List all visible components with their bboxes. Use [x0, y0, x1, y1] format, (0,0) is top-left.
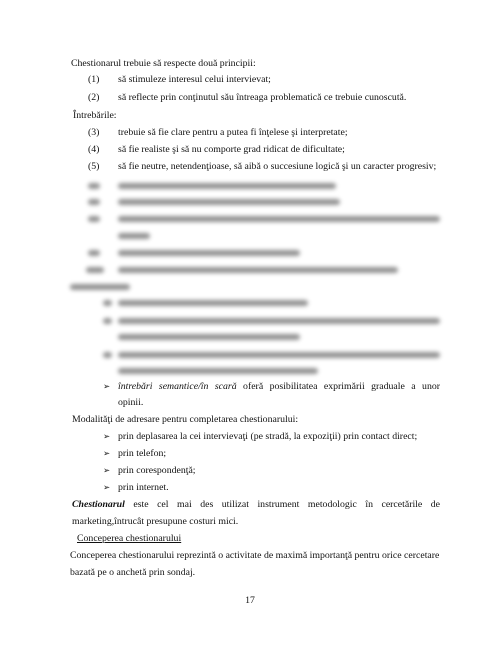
section-title: Conceperea chestionarului — [77, 533, 182, 544]
list-label: (2) — [88, 92, 100, 103]
blurred-line — [118, 250, 300, 256]
blurred-bullet — [103, 352, 112, 358]
blurred-bullet — [103, 318, 112, 324]
list-item-text: să stimuleze interesul celui intervievat; — [118, 74, 271, 85]
list-item-text: să fie realiste şi să nu comporte grad ridicat de dificultate; — [118, 144, 345, 155]
list-label: (5) — [88, 161, 100, 172]
bullet-icon: ➢ — [103, 382, 111, 392]
blurred-label — [86, 267, 104, 273]
list-label: (4) — [88, 144, 100, 155]
blurred-line — [118, 216, 440, 222]
blurred-label — [88, 183, 100, 189]
list-item-text: să fie neutre, netendenţioase, să aibă o succesiune logică şi un caracter progresiv; — [118, 161, 437, 172]
paragraph-rest: este cel mai des utilizat instrument metodologic în cercetările de — [133, 499, 440, 510]
page-number: 17 — [245, 595, 255, 606]
list-item-text: trebuie să fie clare pentru a putea fi înţelese şi interpretate; — [118, 127, 348, 138]
blurred-line — [118, 199, 340, 205]
term-italic: întrebări semantice/în scară — [118, 381, 237, 392]
blurred-bullet — [103, 300, 112, 306]
paragraph-line — [72, 497, 440, 513]
list-item-rest: oferă posibilitatea exprimării graduale a unor — [243, 381, 440, 392]
blurred-line — [118, 183, 336, 189]
bullet-icon: ➢ — [103, 483, 111, 493]
blurred-line — [118, 233, 150, 239]
principles-intro: Chestionarul trebuie să respecte două principii: — [71, 58, 256, 69]
blurred-line — [118, 300, 308, 306]
list-item-text: să reflecte prin conţinutul său întreaga problematică ce trebuie cunoscută. — [118, 92, 407, 103]
list-item-text: prin internet. — [118, 482, 169, 493]
section-paragraph-line: bazată pe o anchetă prin sondaj. — [70, 567, 196, 578]
bullet-icon: ➢ — [103, 466, 111, 476]
term-bold-italic: Chestionarul — [72, 499, 125, 510]
bullet-icon: ➢ — [103, 432, 111, 442]
blurred-line — [118, 334, 300, 340]
blurred-line — [118, 368, 318, 374]
list-item-text: prin corespondenţă; — [118, 465, 196, 476]
blurred-label — [88, 250, 100, 256]
blurred-line — [118, 352, 440, 358]
bullet-icon: ➢ — [103, 449, 111, 459]
list-item-text: prin deplasarea la cei intervievaţi (pe stradă, la expoziţii) prin contact direct; — [118, 431, 418, 442]
list-label: (1) — [88, 74, 100, 85]
blurred-line — [118, 318, 440, 324]
blurred-label — [88, 216, 100, 222]
section-paragraph-line: Conceperea chestionarului reprezintă o activitate de maximă importanţă pentru orice cercetare — [70, 550, 440, 561]
blurred-heading — [70, 284, 130, 290]
modalities-heading: Modalităţi de adresare pentru completarea chestionarului: — [72, 414, 299, 425]
blurred-line — [118, 267, 398, 273]
paragraph-line: marketing,întrucât presupune costuri mici. — [72, 516, 239, 527]
questions-heading: Întrebările: — [73, 110, 117, 121]
blurred-label — [88, 199, 100, 205]
list-item-text: prin telefon; — [118, 448, 167, 459]
list-item-continuation: opinii. — [118, 397, 144, 408]
list-item-text — [118, 379, 440, 395]
list-label: (3) — [88, 127, 100, 138]
